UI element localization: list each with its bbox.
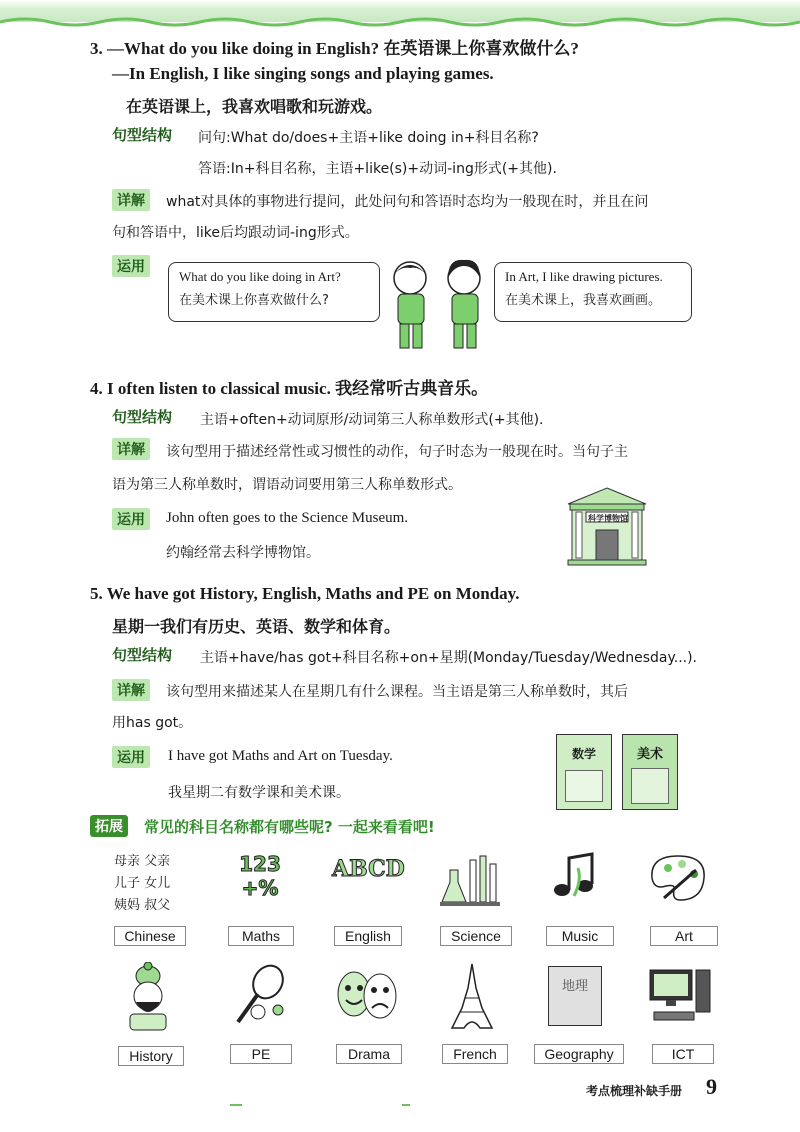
drama-masks-icon <box>334 966 400 1024</box>
bubble-left-zh: 在美术课上你喜欢做什么? <box>179 293 329 308</box>
french-eiffel-icon <box>446 962 498 1032</box>
art-book-title: 美术 <box>636 747 663 762</box>
s4-use-en: John often goes to the Science Museum. <box>166 510 409 526</box>
students-illustration <box>378 252 498 356</box>
s3-speech-bubble-right <box>494 262 692 322</box>
ext-tag: 拓展 <box>90 815 128 837</box>
family-line-2: 儿子 女儿 <box>114 876 171 891</box>
s5-question: 5. We have got History, English, Maths and PE on Monday. <box>90 584 520 603</box>
footer-dash <box>402 1104 410 1106</box>
subject-history: History <box>118 1046 184 1066</box>
maths-book-title: 数学 <box>571 747 596 761</box>
museum-sign: 科学博物馆 <box>588 514 628 523</box>
s4-question: 4. I often listen to classical music. 我经常听古典音乐。 <box>90 379 489 398</box>
s3-detail-line1: what对具体的事物进行提问，此处问句和答语时态均为一般现在时，并且在问 <box>166 194 649 210</box>
subject-chinese: Chinese <box>114 926 186 946</box>
subject-ict: ICT <box>652 1044 714 1064</box>
pe-racket-icon <box>230 962 290 1028</box>
s3-answer-zh: 在英语课上，我喜欢唱歌和玩游戏。 <box>126 97 383 116</box>
family-line-1: 母亲 父亲 <box>114 854 171 869</box>
s5-use-zh: 我星期二有数学课和美术课。 <box>168 785 350 801</box>
subject-art: Art <box>650 926 718 946</box>
s5-structure: 主语+have/has got+科目名称+on+星期(Monday/Tuesday/Wednesday...). <box>200 650 698 666</box>
s3-detail-line2: 句和答语中，like后均跟动词-ing形式。 <box>112 225 359 241</box>
s5-detail-line1: 该句型用来描述某人在星期几有什么课程。当主语是第三人称单数时，其后 <box>166 684 628 700</box>
art-book-illustration <box>622 734 678 810</box>
museum-illustration <box>566 486 648 566</box>
s4-use-zh: 约翰经常去科学博物馆。 <box>166 545 320 561</box>
ext-text: 常见的科目名称都有哪些呢? 一起来看看吧! <box>144 818 435 836</box>
bubble-right-zh: 在美术课上，我喜欢画画。 <box>505 293 662 308</box>
page-number: 9 <box>706 1074 717 1099</box>
footer-dash <box>230 1104 242 1106</box>
english-icon: ABCD <box>332 856 405 882</box>
music-icon <box>548 850 604 906</box>
art-palette-icon <box>646 850 710 906</box>
s5-question-zh: 星期一我们有历史、英语、数学和体育。 <box>112 617 401 636</box>
subject-geography: Geography <box>534 1044 624 1064</box>
s4-detail-line2: 语为第三人称单数时，谓语动词要用第三人称单数形式。 <box>112 477 462 493</box>
s4-structure-tag: 句型结构 <box>112 408 173 426</box>
maths-book-illustration <box>556 734 612 810</box>
s5-detail-line2: 用has got。 <box>112 715 193 731</box>
family-line-3: 姨妈 叔父 <box>114 898 171 913</box>
s3-answer-en: —In English, I like singing songs and playing games. <box>112 64 494 83</box>
s3-use-tag: 运用 <box>112 255 150 277</box>
subject-music: Music <box>546 926 614 946</box>
subject-french: French <box>442 1044 508 1064</box>
s4-detail-tag: 详解 <box>112 438 150 460</box>
subject-maths: Maths <box>228 926 294 946</box>
s5-structure-tag: 句型结构 <box>112 646 173 664</box>
subject-science: Science <box>440 926 512 946</box>
top-wave-decoration <box>0 16 800 30</box>
geography-book-icon <box>548 966 602 1026</box>
subject-drama: Drama <box>336 1044 402 1064</box>
footer-book-title: 考点梳理补缺手册 <box>586 1084 683 1098</box>
history-icon <box>120 962 176 1032</box>
subject-pe: PE <box>230 1044 292 1064</box>
s5-use-tag: 运用 <box>112 746 150 768</box>
s5-use-en: I have got Maths and Art on Tuesday. <box>168 748 393 764</box>
geography-book-text: 地理 <box>561 979 588 994</box>
s3-structure-tag: 句型结构 <box>112 126 173 144</box>
s4-structure: 主语+often+动词原形/动词第三人称单数形式(+其他). <box>200 412 544 428</box>
s5-detail-tag: 详解 <box>112 679 150 701</box>
s4-detail-line1: 该句型用于描述经常性或习惯性的动作，句子时态为一般现在时。当句子主 <box>166 444 628 460</box>
bubble-right-en: In Art, I like drawing pictures. <box>505 269 663 284</box>
s3-structure-question: 问句:What do/does+主语+like doing in+科目名称? <box>198 130 539 146</box>
s3-detail-tag: 详解 <box>112 189 150 211</box>
s3-question: 3. —What do you like doing in English? 在英语课上你喜欢做什么? <box>90 39 579 58</box>
subject-english: English <box>334 926 402 946</box>
s4-use-tag: 运用 <box>112 508 150 530</box>
ict-computer-icon <box>646 964 712 1030</box>
maths-icon: 123 +% <box>239 852 281 900</box>
science-icon <box>440 850 500 910</box>
s3-speech-bubble-left <box>168 262 380 322</box>
bubble-left-en: What do you like doing in Art? <box>179 269 341 284</box>
s3-structure-answer: 答语:In+科目名称，主语+like(s)+动词-ing形式(+其他). <box>198 161 557 177</box>
